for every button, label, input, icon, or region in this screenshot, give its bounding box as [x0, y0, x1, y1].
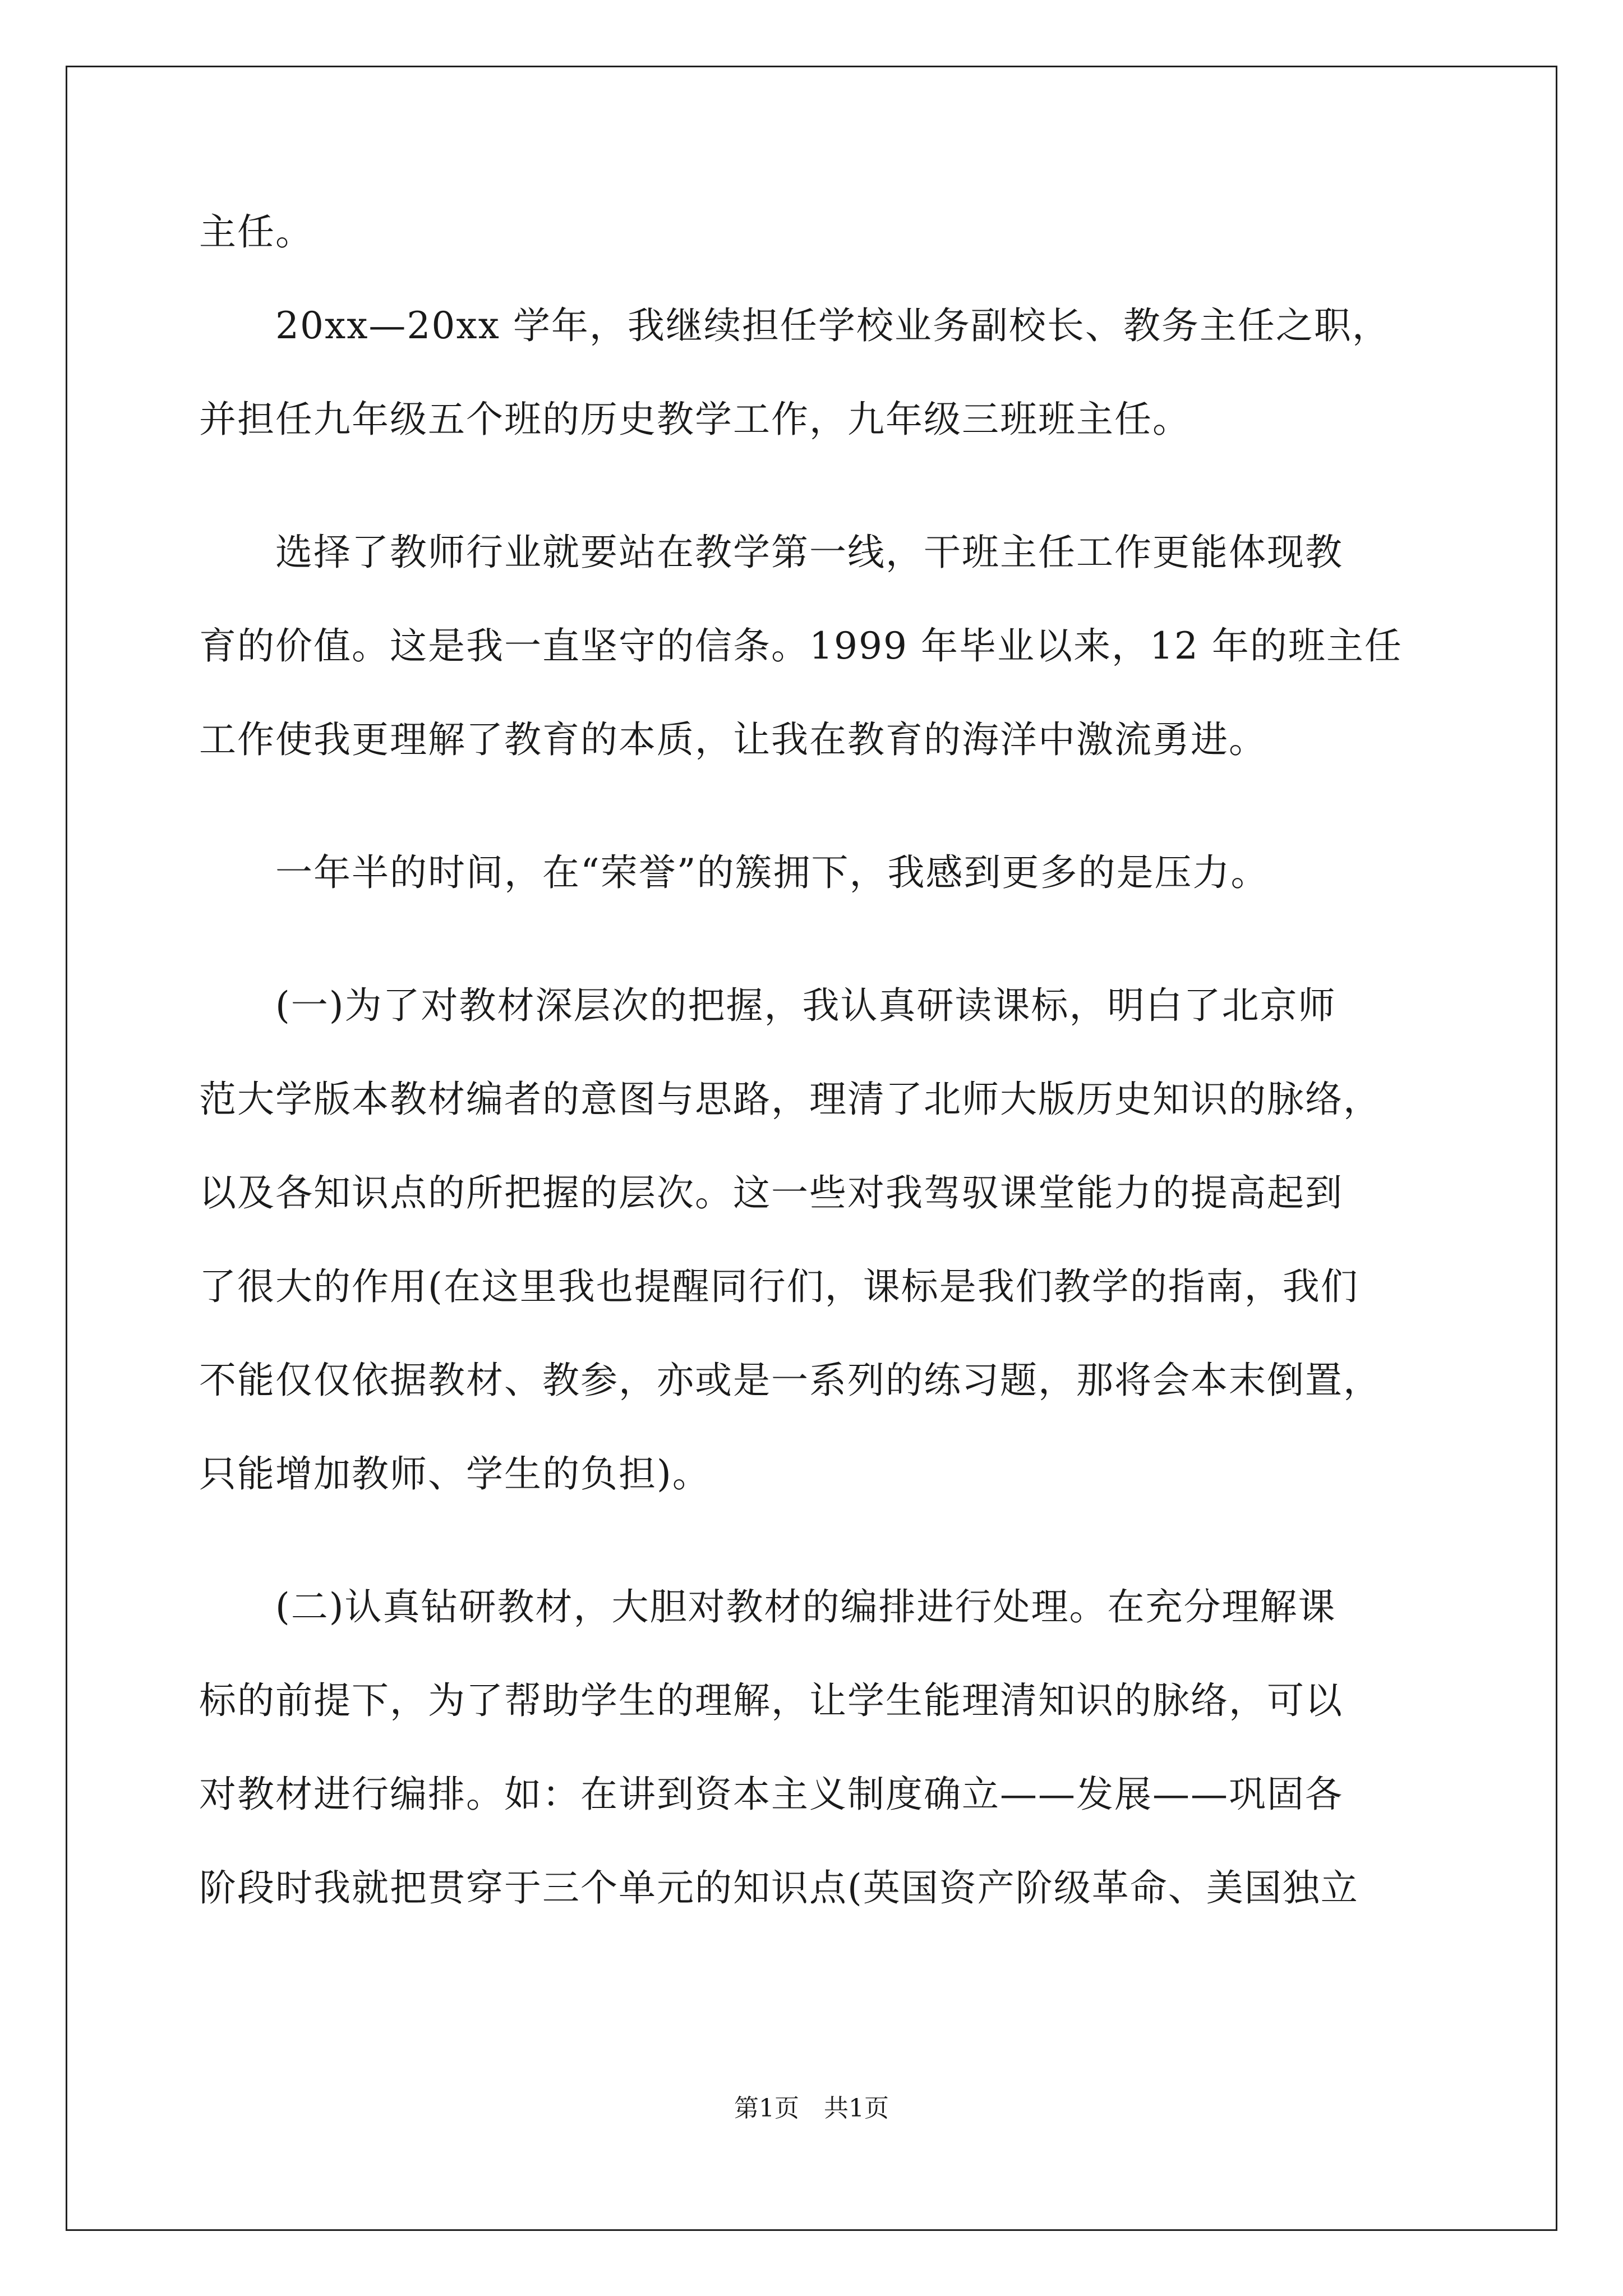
text-line: (二)认真钻研教材，大胆对教材的编排进行处理。在充分理解课 [199, 1585, 1336, 1628]
text-line: 不能仅仅依据教材、教参，亦或是一系列的练习题，那将会本末倒置， [199, 1359, 1381, 1402]
text-line: 主任。 [199, 210, 313, 254]
text-line: 以及各知识点的所把握的层次。这一些对我驾驭课堂能力的提高起到 [199, 1171, 1343, 1214]
text-line: 育的价值。这是我一直坚守的信条。1999 年毕业以来，12 年的班主任 [199, 624, 1403, 668]
page-number-footer: 第1页 共1页 [734, 2094, 889, 2123]
text-line: 选择了教师行业就要站在教学第一线，干班主任工作更能体现教 [199, 531, 1343, 574]
text-line: 对教材进行编排。如：在讲到资本主义制度确立——发展——巩固各 [199, 1773, 1343, 1816]
text-line: 一年半的时间，在“荣誉”的簇拥下，我感到更多的是压力。 [199, 851, 1269, 894]
text-line: 范大学版本教材编者的意图与思路，理清了北师大版历史知识的脉络， [199, 1078, 1381, 1121]
text-line: 标的前提下，为了帮助学生的理解，让学生能理清知识的脉络，可以 [199, 1679, 1343, 1722]
text-line: 只能增加教师、学生的负担)。 [199, 1452, 711, 1496]
text-line: 工作使我更理解了教育的本质，让我在教育的海洋中激流勇进。 [199, 718, 1267, 761]
text-line: 了很大的作用(在这里我也提醒同行们，课标是我们教学的指南，我们 [199, 1265, 1359, 1308]
text-line: (一)为了对教材深层次的把握，我认真研读课标，明白了北京师 [199, 984, 1336, 1027]
text-line: 并担任九年级五个班的历史教学工作，九年级三班班主任。 [199, 398, 1191, 441]
text-line: 20xx—20xx 学年，我继续担任学校业务副校长、教务主任之职， [199, 304, 1390, 347]
text-line: 阶段时我就把贯穿于三个单元的知识点(英国资产阶级革命、美国独立 [199, 1866, 1359, 1910]
